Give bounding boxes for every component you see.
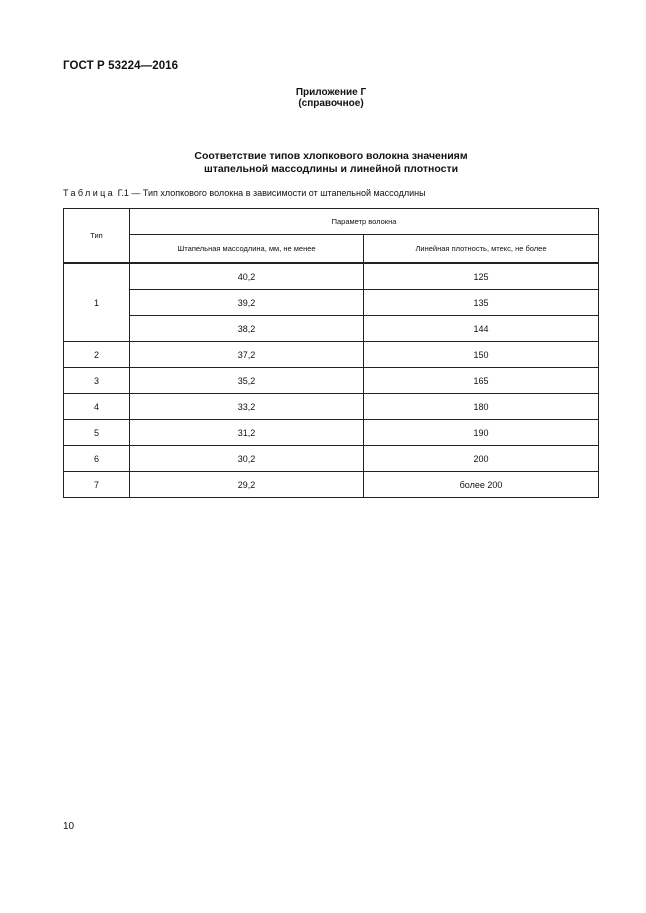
cell-staple: 40,2 bbox=[130, 263, 364, 290]
appendix-title: Приложение Г bbox=[295, 87, 367, 98]
cell-staple: 31,2 bbox=[130, 420, 364, 446]
cell-staple: 37,2 bbox=[130, 342, 364, 368]
cell-type: 3 bbox=[64, 368, 130, 394]
cell-staple: 33,2 bbox=[130, 394, 364, 420]
cell-type: 4 bbox=[64, 394, 130, 420]
cell-staple: 29,2 bbox=[130, 472, 364, 498]
document-code: ГОСТ Р 53224—2016 bbox=[63, 60, 179, 72]
cell-density: 135 bbox=[364, 290, 599, 316]
header-linear-density: Линейная плотность, мтекс, не более bbox=[364, 235, 599, 264]
header-staple-length: Штапельная массодлина, мм, не менее bbox=[130, 235, 364, 264]
table-caption bbox=[63, 188, 426, 198]
header-type: Тип bbox=[64, 209, 130, 264]
cell-type: 2 bbox=[64, 342, 130, 368]
table-caption-text: Г.1 — Тип хлопкового волокна в зависимости от штапельной массодлины bbox=[115, 188, 426, 198]
cell-staple: 38,2 bbox=[130, 316, 364, 342]
cell-staple: 39,2 bbox=[130, 290, 364, 316]
cell-density: более 200 bbox=[364, 472, 599, 498]
appendix-heading-line-2: штапельной массодлины и линейной плотности bbox=[203, 163, 459, 175]
cell-staple: 30,2 bbox=[130, 446, 364, 472]
table-caption-label: Таблица bbox=[63, 188, 116, 198]
cell-staple: 35,2 bbox=[130, 368, 364, 394]
cell-density: 180 bbox=[364, 394, 599, 420]
cell-density: 165 bbox=[364, 368, 599, 394]
cell-type: 5 bbox=[64, 420, 130, 446]
appendix-heading-line-1: Соответствие типов хлопкового волокна значениям bbox=[194, 150, 468, 162]
cell-density: 144 bbox=[364, 316, 599, 342]
page-number: 10 bbox=[63, 821, 75, 832]
cell-density: 200 bbox=[364, 446, 599, 472]
cell-density: 150 bbox=[364, 342, 599, 368]
fiber-type-table bbox=[63, 208, 599, 498]
cell-type: 1 bbox=[64, 263, 130, 342]
cell-density: 190 bbox=[364, 420, 599, 446]
appendix-note: (справочное) bbox=[298, 98, 364, 109]
cell-type: 7 bbox=[64, 472, 130, 498]
cell-density: 125 bbox=[364, 263, 599, 290]
cell-type: 6 bbox=[64, 446, 130, 472]
header-fiber-parameter: Параметр волокна bbox=[130, 209, 599, 235]
